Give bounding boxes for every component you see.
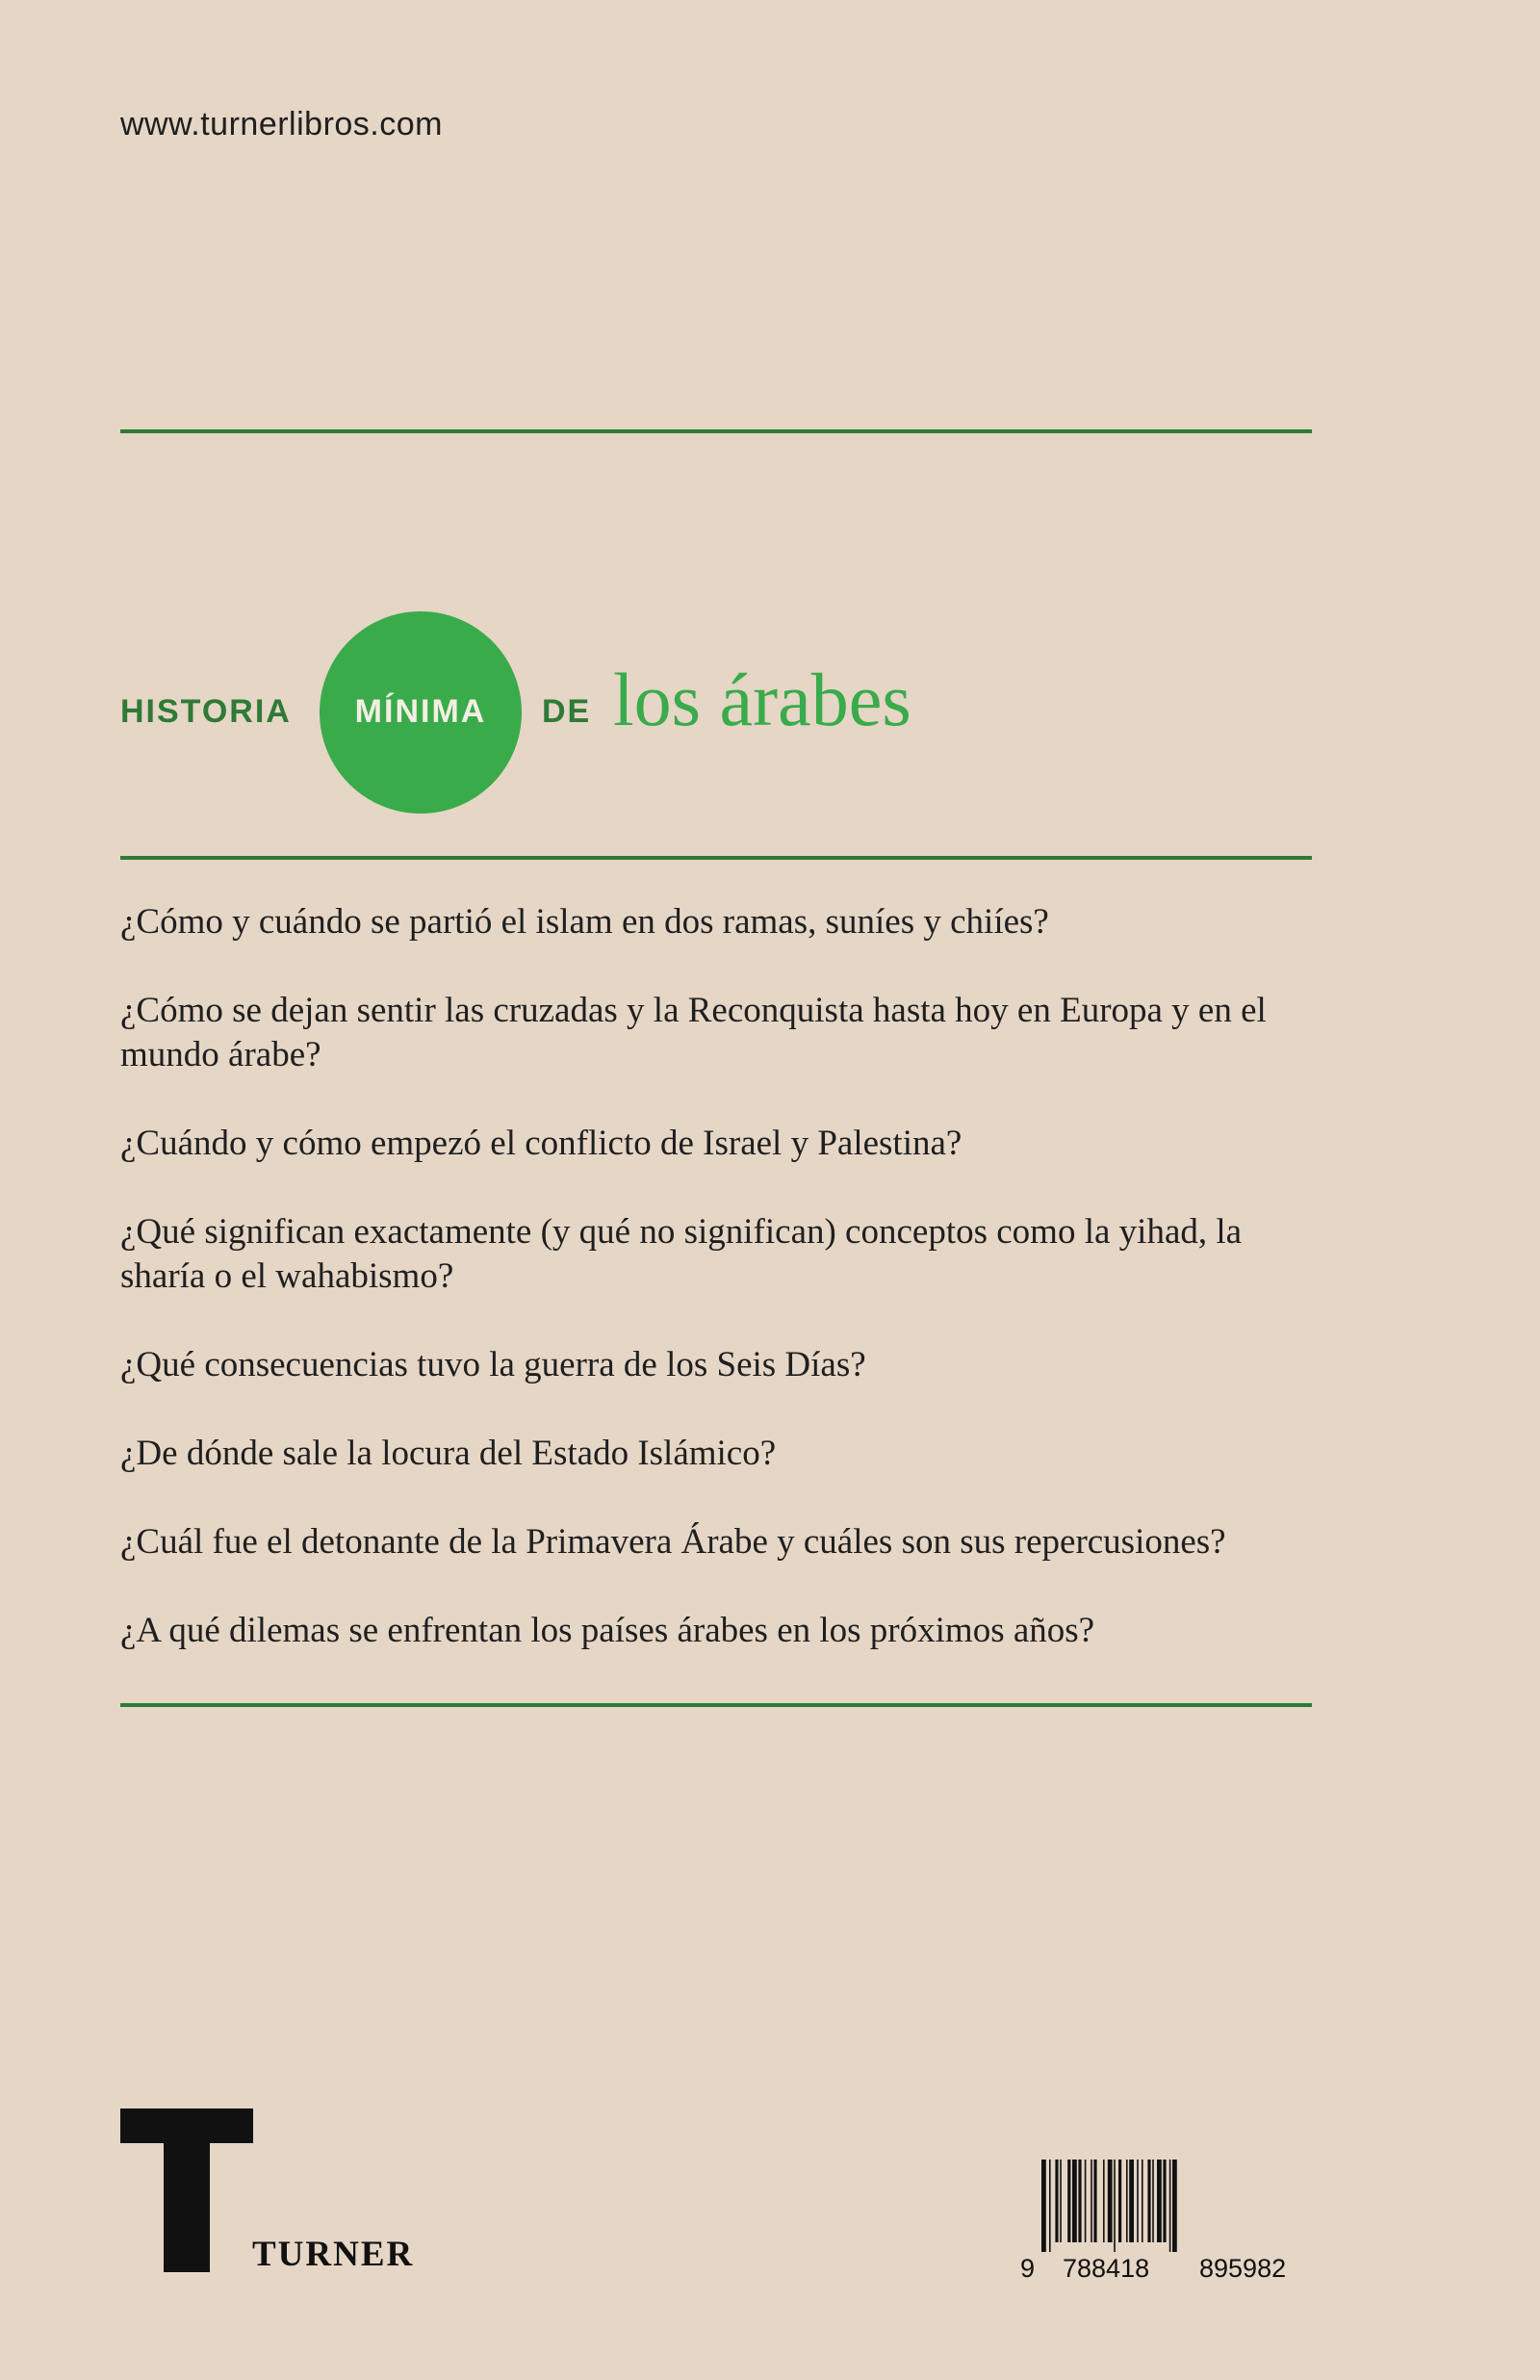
- publisher-logo: [120, 2108, 448, 2282]
- barcode-bar: [1142, 2160, 1143, 2242]
- question-item: ¿Qué significan exactamente (y qué no significan) conceptos como la yihad, la sharía o el wahabismo?: [120, 1212, 1243, 1296]
- divider-bottom: [120, 1703, 1312, 1707]
- barcode-bar: [1147, 2160, 1150, 2242]
- barcode-bar: [1049, 2160, 1051, 2252]
- question-item: ¿De dónde sale la locura del Estado Islámico?: [120, 1434, 777, 1473]
- barcode-bar: [1169, 2160, 1171, 2252]
- barcode-bar: [1137, 2160, 1139, 2242]
- book-title: [120, 607, 1372, 818]
- question-item: ¿Cómo y cuándo se partió el islam en dos ramas, suníes y chiíes?: [120, 902, 1049, 942]
- publisher-name: TURNER: [252, 2235, 415, 2274]
- isbn-group-1: 788418: [1063, 2254, 1150, 2283]
- isbn-barcode: [1020, 2160, 1315, 2285]
- question-list: [120, 900, 1333, 1697]
- barcode-bar: [1114, 2160, 1116, 2252]
- barcode-bar: [1093, 2160, 1096, 2242]
- question-item: ¿Cuándo y cómo empezó el conflicto de Israel y Palestina?: [120, 1124, 962, 1163]
- title-historia: HISTORIA: [120, 693, 292, 730]
- publisher-url[interactable]: www.turnerlibros.com: [120, 106, 443, 142]
- barcode-bar: [1163, 2160, 1166, 2242]
- barcode-bar: [1118, 2160, 1121, 2242]
- barcode-bar: [1152, 2160, 1154, 2242]
- divider-top: [120, 429, 1312, 433]
- divider-middle: [120, 856, 1312, 860]
- barcode-bar: [1085, 2160, 1087, 2242]
- barcode-bar: [1129, 2160, 1134, 2242]
- barcode-bars: [1020, 2160, 1315, 2252]
- barcode-bar: [1172, 2160, 1177, 2252]
- title-los-arabes: los árabes: [613, 658, 911, 741]
- question-item: ¿A qué dilemas se enfrentan los países árabes en los próximos años?: [120, 1611, 1095, 1650]
- isbn-digit-first: 9: [1020, 2254, 1036, 2283]
- barcode-bar: [1091, 2160, 1092, 2242]
- barcode-bar: [1126, 2160, 1128, 2242]
- question-item: ¿Cuál fue el detonante de la Primavera Árabe y cuáles son sus repercusiones?: [120, 1522, 1226, 1562]
- barcode-bar: [1108, 2160, 1113, 2242]
- question-item: ¿Cómo se dejan sentir las cruzadas y la Reconquista hasta hoy en Europa y en el mundo árabe?: [120, 991, 1267, 1074]
- barcode-bar: [1041, 2160, 1046, 2252]
- barcode-bar: [1055, 2160, 1058, 2242]
- logo-t-stem: [164, 2108, 210, 2272]
- title-de: DE: [542, 693, 592, 730]
- isbn-group-2: 895982: [1199, 2254, 1287, 2283]
- barcode-bar: [1060, 2160, 1062, 2242]
- barcode-bar: [1157, 2160, 1162, 2242]
- barcode-bar: [1067, 2160, 1070, 2242]
- question-item: ¿Qué consecuencias tuvo la guerra de los Seis Días?: [120, 1345, 866, 1384]
- title-minima: MÍNIMA: [354, 693, 487, 730]
- barcode-bar: [1072, 2160, 1077, 2242]
- barcode-bar: [1078, 2160, 1081, 2242]
- barcode-bar: [1103, 2160, 1105, 2242]
